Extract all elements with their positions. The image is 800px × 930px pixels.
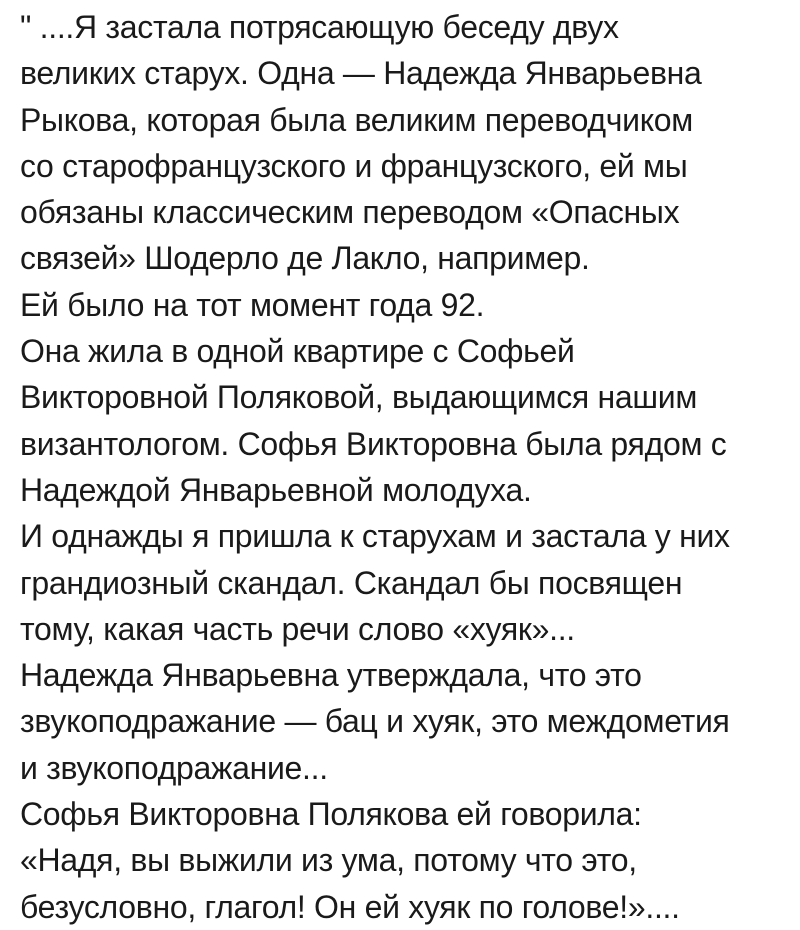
text-line: " ....Я застала потрясающую беседу двух xyxy=(20,9,619,45)
text-line: звукоподражание — бац и хуяк, это междометия xyxy=(20,703,730,740)
text-line: Она жила в одной квартире с Софьей xyxy=(20,333,575,370)
text-line: Викторовной Поляковой, выдающимся нашим xyxy=(20,379,698,416)
text-line: Рыкова, которая была великим переводчиком xyxy=(20,101,693,138)
text-line: тому, какая часть речи слово «хуяк»... xyxy=(20,610,575,647)
text-line: Надежда Январьевна утверждала, что это xyxy=(20,657,642,694)
text-line: И однажды я пришла к старухам и застала у них xyxy=(20,518,730,555)
text-line: византологом. Софья Викторовна была рядом с xyxy=(20,425,727,462)
text-line: грандиозный скандал. Скандал бы посвящен xyxy=(20,564,683,601)
text-line: великих старух. Одна — Надежда Январьевна xyxy=(20,55,702,92)
text-line: Ей было на тот момент года 92. xyxy=(20,286,485,323)
text-line: со старофранцузского и французского, ей мы xyxy=(20,147,688,184)
text-line: и звукоподражание... xyxy=(20,749,328,786)
text-line: Надеждой Январьевной молодуха. xyxy=(20,471,532,508)
text-line: связей» Шодерло де Лакло, например. xyxy=(20,240,590,277)
text-line: Софья Викторовна Полякова ей говорила: xyxy=(20,796,642,833)
text-line: обязаны классическим переводом «Опасных xyxy=(20,194,680,231)
text-line: безусловно, глагол! Он ей хуяк по голове!».... xyxy=(20,888,680,925)
text-line: «Надя, вы выжили из ума, потому что это, xyxy=(20,842,637,879)
